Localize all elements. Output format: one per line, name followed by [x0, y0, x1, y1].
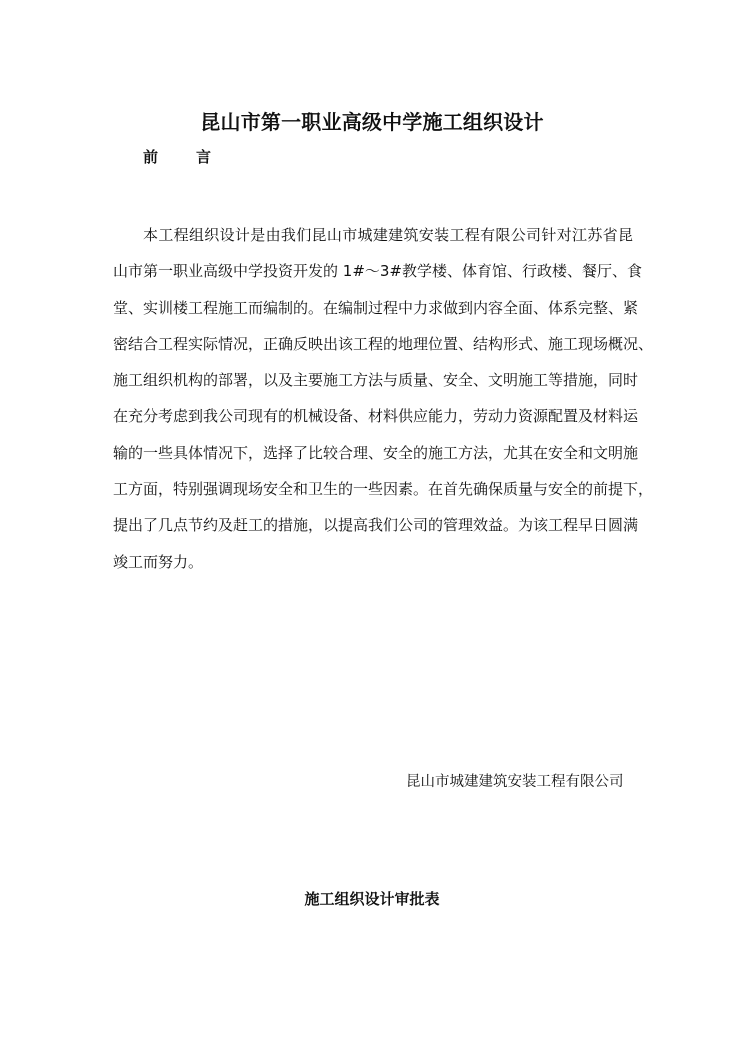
preface-heading-char-1: 前 [143, 148, 159, 166]
paragraph-line: 提出了几点节约及赶工的措施，以提高我们公司的管理效益。为该工程早日圆满 [113, 516, 639, 535]
approval-form-title: 施工组织设计审批表 [304, 890, 440, 908]
company-signature: 昆山市城建建筑安装工程有限公司 [406, 774, 624, 790]
paragraph-line: 在充分考虑到我公司现有的机械设备、材料供应能力，劳动力资源配置及材料运 [113, 407, 639, 426]
paragraph-line: 输的一些具体情况下，选择了比较合理、安全的施工方法，尤其在安全和文明施 [113, 443, 639, 462]
preface-paragraph [113, 223, 654, 586]
preface-heading [143, 146, 211, 167]
document-title: 昆山市第一职业高级中学施工组织设计 [200, 110, 544, 134]
preface-heading-char-2: 言 [196, 148, 212, 166]
paragraph-line: 本工程组织设计是由我们昆山市城建建筑安装工程有限公司针对江苏省昆 [143, 226, 633, 244]
paragraph-line: 堂、实训楼工程施工而编制的。在编制过程中力求做到内容全面、体系完整、紧 [113, 298, 639, 317]
paragraph-line: 密结合工程实际情况，正确反映出该工程的地理位置、结构形式、施工现场概况、 [113, 334, 654, 353]
paragraph-line: 竣工而努力。 [113, 552, 204, 571]
paragraph-line: 山市第一职业高级中学投资开发的 1#～3#教学楼、体育馆、行政楼、餐厅、食 [113, 262, 642, 281]
paragraph-line: 施工组织机构的部署，以及主要施工方法与质量、安全、文明施工等措施，同时 [113, 371, 639, 390]
paragraph-line: 工方面，特别强调现场安全和卫生的一些因素。在首先确保质量与安全的前提下， [113, 480, 654, 499]
